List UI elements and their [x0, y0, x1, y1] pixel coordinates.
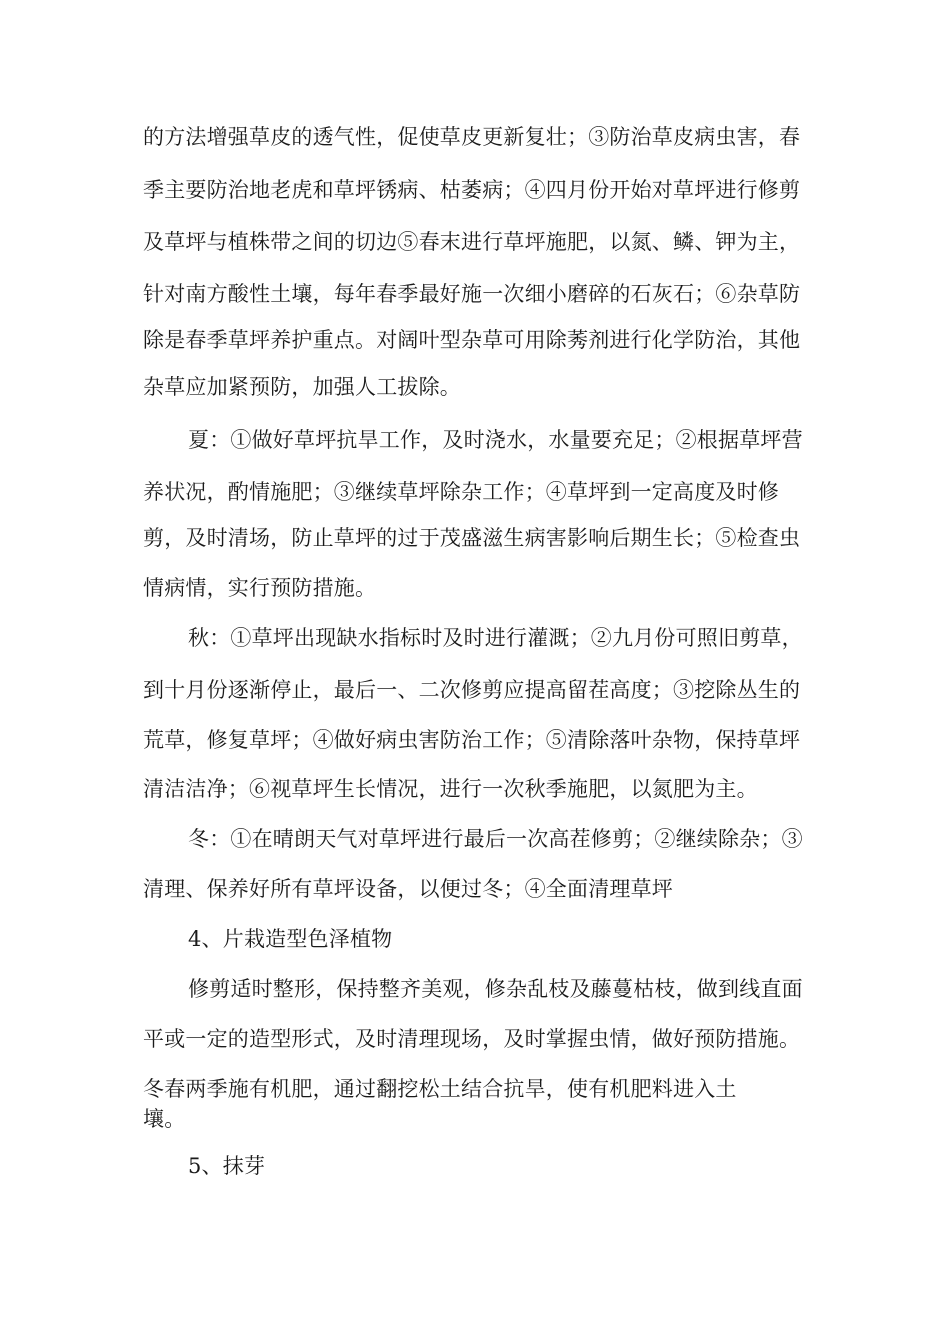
- text-line: 剪，及时清场，防止草坪的过于茂盛滋生病害影响后期生长；⑤检查虫: [143, 526, 801, 550]
- paragraph-winter-line: 冬：①在晴朗天气对草坪进行最后一次高茬修剪；②继续除杂；③: [188, 827, 803, 851]
- section-heading-5: 5、抹芽: [188, 1154, 266, 1178]
- paragraph-autumn-line: 秋：①草坪出现缺水指标时及时进行灌溉；②九月份可照旧剪草，: [188, 626, 803, 650]
- text-line: 杂草应加紧预防，加强人工拔除。: [143, 375, 461, 399]
- text-line: 及草坪与植株带之间的切边⑤春末进行草坪施肥，以氮、鳞、钾为主，: [143, 230, 801, 254]
- text-line: 平或一定的造型形式，及时清理现场，及时掌握虫情，做好预防措施。: [143, 1027, 801, 1051]
- paragraph-summer-line: 夏：①做好草坪抗旱工作，及时浇水，水量要充足；②根据草坪营: [188, 428, 803, 452]
- text-line: 荒草，修复草坪；④做好病虫害防治工作；⑤清除落叶杂物，保持草坪: [143, 728, 801, 752]
- text-line: 清洁洁净；⑥视草坪生长情况，进行一次秋季施肥，以氮肥为主。: [143, 777, 758, 801]
- text-line: 壤。: [143, 1107, 186, 1131]
- text-line: 的方法增强草皮的透气性，促使草皮更新复壮；③防治草皮病虫害，春: [143, 125, 801, 149]
- text-line: 季主要防治地老虎和草坪锈病、枯萎病；④四月份开始对草坪进行修剪: [143, 178, 801, 202]
- paragraph-pruning-line: 修剪适时整形，保持整齐美观，修杂乱枝及藤蔓枯枝，做到线直面: [188, 977, 803, 1001]
- text-line: 清理、保养好所有草坪设备，以便过冬；④全面清理草坪: [143, 877, 673, 901]
- text-line: 除是春季草坪养护重点。对阔叶型杂草可用除莠剂进行化学防治，其他: [143, 328, 801, 352]
- text-line: 情病情，实行预防措施。: [143, 576, 377, 600]
- text-line: 针对南方酸性土壤，每年春季最好施一次细小磨碎的石灰石；⑥杂草防: [143, 282, 801, 306]
- text-line: 养状况，酌情施肥；③继续草坪除杂工作；④草坪到一定高度及时修: [143, 480, 779, 504]
- text-line: 到十月份逐渐停止，最后一、二次修剪应提高留茬高度；③挖除丛生的: [143, 678, 801, 702]
- section-heading-4: 4、片栽造型色泽植物: [188, 927, 393, 951]
- text-line: 冬春两季施有机肥，通过翻挖松土结合抗旱，使有机肥料进入土: [143, 1077, 737, 1101]
